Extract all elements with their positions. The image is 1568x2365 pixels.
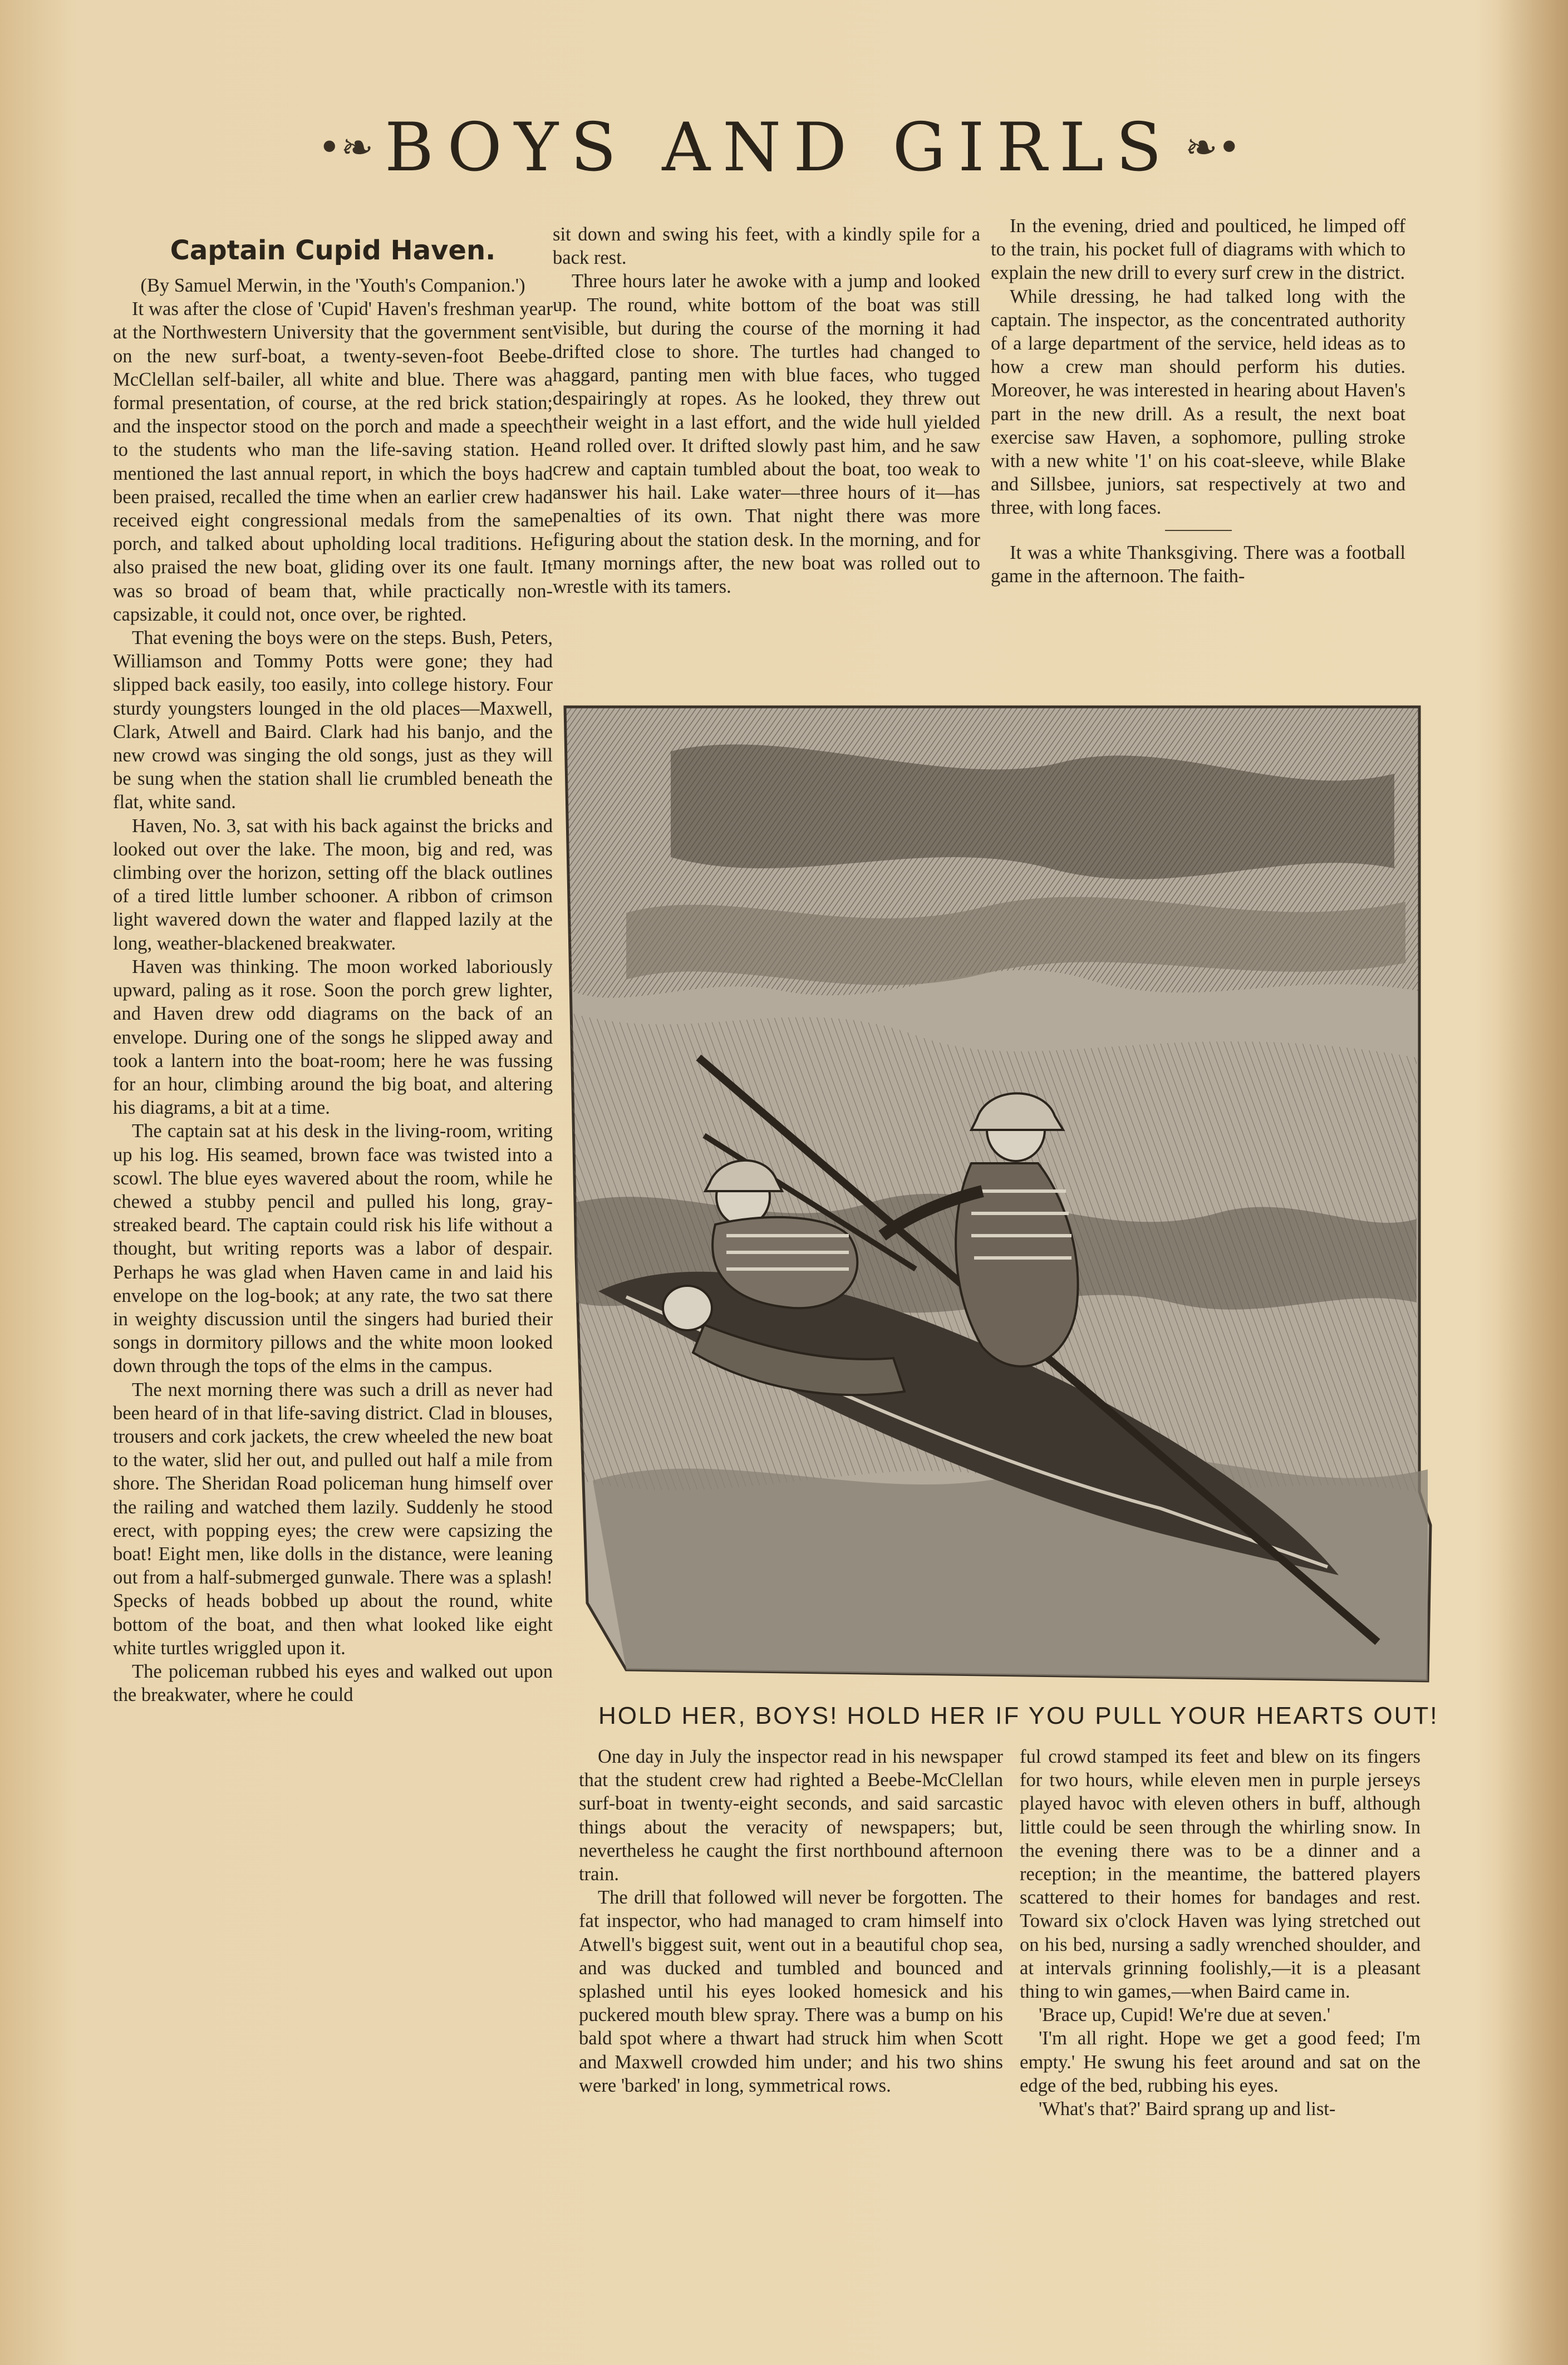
column-1 xyxy=(113,234,553,2221)
paragraph: Three hours later he awoke with a jump and looked up. The round, white bottom of the boat was still visible, but during the course of the morning it had drifted close to shore. The turtles had changed to haggard, panting men with blue faces, who tugged despairingly at ropes. As he looked, they threw out their weight in a last effort, and the wide hull yielded and rolled over. It drifted slowly past him, and he saw crew and captain tumbled about the boat, too weak to answer his hail. Lake water—three hours of it—has penalties of its own. That night there was more figuring about the station desk. In the morning, and for many mornings after, the new boat was rolled out to wrestle with its tamers. xyxy=(553,271,980,598)
paragraph: 'What's that?' Baird sprang up and list- xyxy=(1039,2098,1336,2120)
column-5 xyxy=(1020,1745,1420,2218)
paragraph: The policeman rubbed his eyes and walked out upon the breakwater, where he could xyxy=(113,1660,553,1706)
paragraph: 'I'm all right. Hope we get a good feed; I'm empty.' He swung his feet around and sat on the edge of the bed, rubbing his eyes. xyxy=(1020,2028,1420,2096)
paragraph: Haven was thinking. The moon worked laboriously upward, paling as it rose. Soon the porch grew lighter, and Haven drew odd diagrams on the back of an envelope. During one of the songs he slipped away and took a lantern into the boat-room; here he was fussing for an hour, climbing around the big boat, and altering his diagrams, a bit at a time. xyxy=(113,956,553,1119)
paragraph: The captain sat at his desk in the living-room, writing up his log. His seamed, brown face was twisted into a scowl. The blue eyes wavered about the room, while he chewed a stubby pencil and pulled his long, gray-streaked beard. The captain could risk his life without a thought, but writing reports was a labor of despair. Perhaps he was glad when Haven came in and laid his envelope on the log-book; at any rate, the two sat there in weighty discussion until the singers had buried their songs in dormitory pillows and the white moon looked down through the tops of the elms in the campus. xyxy=(113,1120,553,1377)
paragraph: Haven, No. 3, sat with his back against the bricks and looked out over the lake. The moon, big and red, was climbing over the horizon, setting off the black outlines of a tired little lumber schooner. A ribbon of crimson light wavered down the water and flapped lazily at the long, weather-blackened breakwater. xyxy=(113,815,553,954)
paragraph: 'Brace up, Cupid! We're due at seven.' xyxy=(1039,2004,1331,2026)
paragraph: That evening the boys were on the steps. Bush, Peters, Williamson and Tommy Potts were gone; they had slipped back easily, too easily, into college history. Four sturdy youngsters lounged in the old places—Maxwell, Clark, Atwell and Baird. Clark had his banjo, and the new crowd was singing the old songs, just as they will be sung when the station shall lie crumbled beneath the flat, white sand. xyxy=(113,627,553,813)
paragraph: While dressing, he had talked long with the captain. The inspector, as the concentrated authority of a large department of the service, held ideas as to how a crew man should perform his duties. Moreover, he was interested in hearing about Haven's part in the new drill. As a result, the next boat exercise saw Haven, a sophomore, pulling stroke with a new white '1' on his coat-sleeve, while Blake and Sillsbee, juniors, sat respectively at two and three, with long faces. xyxy=(991,286,1405,519)
paragraph: The drill that followed will never be forgotten. The fat inspector, who had managed to cram himself into Atwell's biggest suit, went out in a beautiful chop sea, and was ducked and tumbled and bounced and splashed until his eyes looked homesick and his puckered mouth blew spray. There was a bump on his bald spot where a thwart had struck him when Scott and Maxwell crowded him under; and his two shins were 'barked' in long, symmetrical rows. xyxy=(579,1887,1003,2096)
section-masthead xyxy=(278,100,1280,195)
story-title: Captain Cupid Haven. xyxy=(170,235,496,266)
paragraph: ful crowd stamped its feet and blew on its fingers for two hours, while eleven men in purple jerseys played havoc with eleven others in buff, although little could be seen through the whirling snow. In the evening there was to be a dinner and a reception; in the meantime, the battered players scattered to their homes for bandages and rest. Toward six o'clock Haven was lying stretched out on his bed, nursing a sadly wrenched shoulder, and at intervals grinning foolishly,—it is a pleasant thing to win games,—when Baird came in. xyxy=(1020,1746,1420,2003)
section-divider xyxy=(1165,530,1232,531)
paragraph: In the evening, dried and poulticed, he limped off to the train, his pocket full of diagrams with which to explain the new drill to every surf crew in the district. xyxy=(991,215,1405,284)
section-title: BOYS AND GIRLS xyxy=(385,109,1174,186)
paragraph: The next morning there was such a drill as never had been heard of in that life-saving district. Clad in blouses, trousers and cork jackets, the crew wheeled the new boat to the water, slid her out, and pulled out half a mile from shore. The Sheridan Road policeman hung himself over the railing and watched them lazily. Suddenly he stood erect, with popping eyes; the crew were capsizing the boat! Eight men, like dolls in the distance, were leaning out from a half-submerged gunwale. There was a splash! Specks of heads bobbed up about the round, white bottom of the boat, and then what looked like eight white turtles wriggled upon it. xyxy=(113,1379,553,1659)
paragraph: It was after the close of 'Cupid' Haven's freshman year at the Northwestern University that the government sent on the new surf-boat, a twenty-seven-foot Beebe-McClellan self-bailer, all white and blue. There was a formal presentation, of course, at the red brick station; and the inspector stood on the porch and made a speech to the students who man the life-saving station. He mentioned the last annual report, in which the boys had been praised, recalled the time when an earlier crew had received eight congressional medals from the same porch, and talked about upholding local traditions. He also praised the new boat, gliding over its one fault. It was so broad of beam that, while practically non-capsizable, it could not, once over, be righted. xyxy=(113,298,553,625)
paragraph: One day in July the inspector read in his newspaper that the student crew had righted a Beebe-McClellan surf-boat in twenty-eight seconds, and said sarcastic things about the veracity of newspapers; but, nevertheless he caught the first northbound afternoon train. xyxy=(579,1746,1003,1885)
ornament-right-icon: ❧• xyxy=(1184,125,1241,170)
paragraph: It was a white Thanksgiving. There was a football game in the afternoon. The faith- xyxy=(991,542,1405,587)
illustration-caption: HOLD HER, BOYS! HOLD HER IF YOU PULL YOUR HEARTS OUT! xyxy=(598,1702,1439,1729)
column-3 xyxy=(991,214,1405,687)
illustration-lifeboat-storm xyxy=(559,701,1433,1689)
column-2 xyxy=(553,223,980,687)
column-4 xyxy=(579,1745,1003,2218)
story-byline: (By Samuel Merwin, in the 'Youth's Companion.') xyxy=(140,275,525,296)
paragraph: sit down and swing his feet, with a kindly spile for a back rest. xyxy=(553,224,980,269)
ornament-left-icon: •❧ xyxy=(318,125,374,170)
page-fold-shadow xyxy=(1497,0,1568,2365)
